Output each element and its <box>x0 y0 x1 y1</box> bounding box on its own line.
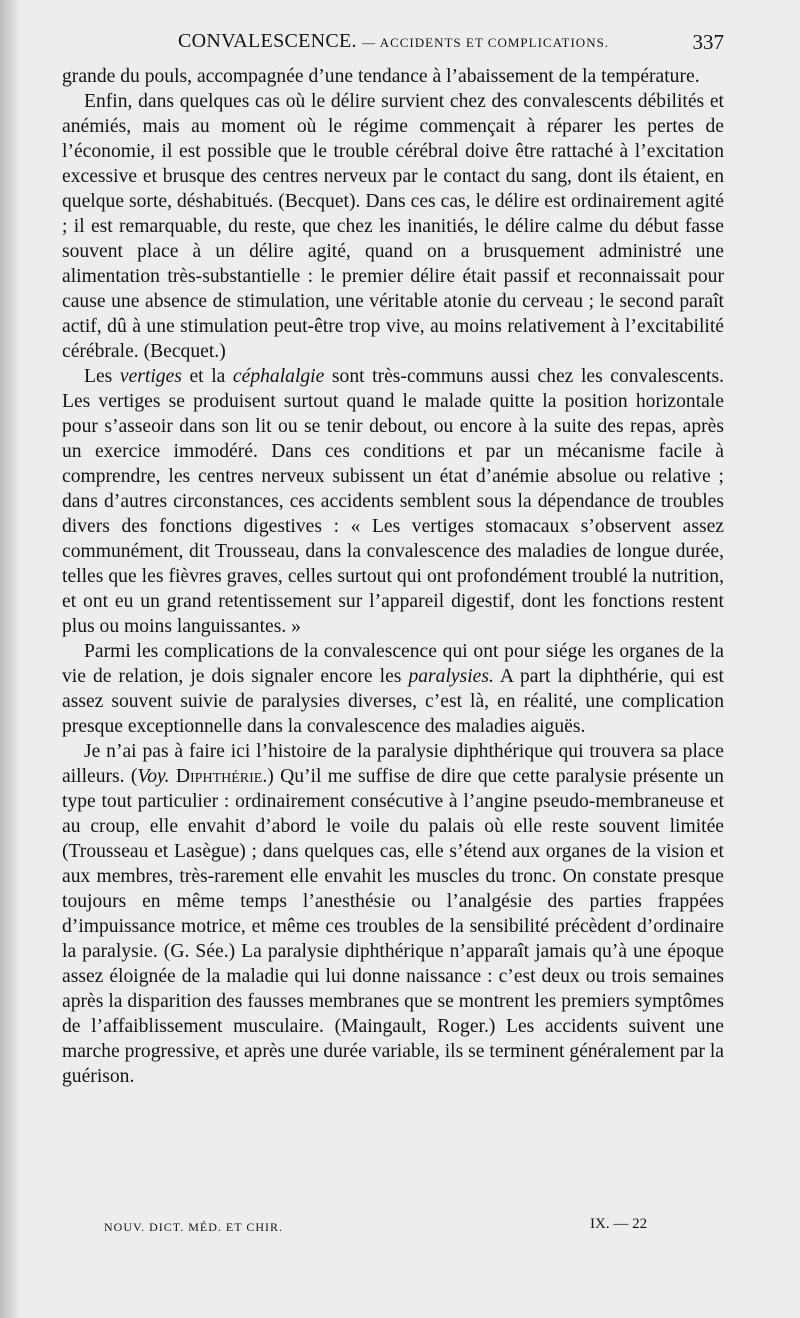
text-segment: ) Qu’il me suffise de dire que cette paralysie présente un type tout particulier : ordinairement consécutive à l’angine pseudo-membraneuse et au croup, elle envahit d’abord le voile du palais où elle reste souvent limitée (Trousseau et Lasègue) ; dans quelques cas, elle s’étend aux organes de la vision et aux membres, très-rarement elle envahit les muscles du tronc. On constate presque toujours en même temps l’anesthésie ou l’analgésie des parties frappées d’impuissance motrice, et même ces troubles de la sensibilité précèdent d’ordinaire la paralysie. (G. Sée.) La paralysie diphthérique n’apparaît jamais qu’à une époque assez éloignée de la maladie qui lui donne naissance : c’est deux ou trois semaines après la disparition des fausses membranes que se montrent les premiers symptômes de l’affaiblissement musculaire. (Maingault, Roger.) Les accidents suivent une marche progressive, et après une durée variable, ils se terminent généralement par la guérison. <box>62 766 724 1087</box>
running-title-sub: — ACCIDENTS ET COMPLICATIONS. <box>362 35 610 50</box>
paragraph <box>62 639 724 739</box>
text-segment: paralysies. <box>408 666 494 687</box>
paragraph <box>62 89 724 364</box>
paragraph <box>62 364 724 639</box>
text-segment: Enfin, dans quelques cas où le délire survient chez des convalescents débilités et anémiés, mais au moment où le régime commençait à réparer les pertes de l’économie, il est possible que le trouble cérébral doive être rattaché à l’excitation excessive et brusque des centres nerveux par le contact du sang, dont ils étaient, en quelque sorte, déshabitués. (Becquet). Dans ces cas, le délire est ordinairement agité ; il est remarquable, du reste, que chez les inanitiés, le délire calme du début fasse souvent place à un délire agité, quand on a brusquement administré une alimentation très-substantielle : le premier délire était passif et reconnaissait pour cause une absence de stimulation, une véritable atonie du cerveau ; le second paraît actif, dû à une stimulation peut-être trop vive, au moins relativement à l’excitabilité cérébrale. (Becquet.) <box>62 91 724 362</box>
text-segment: Je n’ai pas à faire ici l’histoire de la paralysie diphthérique qui trouvera sa place ailleurs. ( <box>62 741 724 787</box>
text-segment: céphalalgie <box>232 366 325 387</box>
body-text <box>62 64 724 1089</box>
sheet-mark: IX. — 22 <box>590 1216 648 1232</box>
text-segment: Les <box>84 366 120 387</box>
running-title <box>178 30 609 53</box>
paragraph <box>62 64 724 89</box>
running-header <box>62 30 724 58</box>
text-segment: sont très-communs aussi chez les convalescents. Les vertiges se produisent surtout quand le malade quitte la position horizontale pour s’asseoir dans son lit ou se tenir debout, ou encore à la suite des repas, après un exercice immodéré. Dans ces conditions et par un mécanisme facile à comprendre, les centres nerveux subissent un état d’anémie absolue ou relative ; dans d’autres circonstances, ces accidents semblent sous la dépendance de troubles divers des fonctions digestives : « Les vertiges stomacaux s’observent assez communément, dit Trousseau, dans la convalescence des maladies de longue durée, telles que les fièvres graves, celles surtout qui ont profondément troublé la nutrition, et ont eu un grand retentissement sur l’appareil digestif, dont les fonctions restent plus ou moins languissantes. » <box>62 366 724 637</box>
text-segment: Diphthérie. <box>175 766 268 787</box>
text-segment: vertiges <box>119 366 182 387</box>
text-segment: grande du pouls, accompagnée d’une tendance à l’abaissement de la température. <box>62 66 700 87</box>
printer-signature: NOUV. DICT. MÉD. ET CHIR. <box>104 1220 284 1234</box>
text-segment: A part la diphthérie, qui est assez souvent suivie de paralysies diverses, c’est là, en réalité, une complication presque exceptionnelle dans la convalescence des maladies aiguës. <box>62 666 724 737</box>
paragraph <box>62 739 724 1089</box>
text-segment: Parmi les complications de la convalescence qui ont pour siége les organes de la vie de relation, je dois signaler encore les <box>62 641 724 687</box>
page-footer <box>104 1218 664 1238</box>
text-segment: Voy. <box>137 766 170 787</box>
running-title-main: CONVALESCENCE. <box>178 30 357 52</box>
page-gutter-shadow <box>0 0 20 1318</box>
text-segment: et la <box>181 366 233 387</box>
page-number: 337 <box>692 30 724 54</box>
